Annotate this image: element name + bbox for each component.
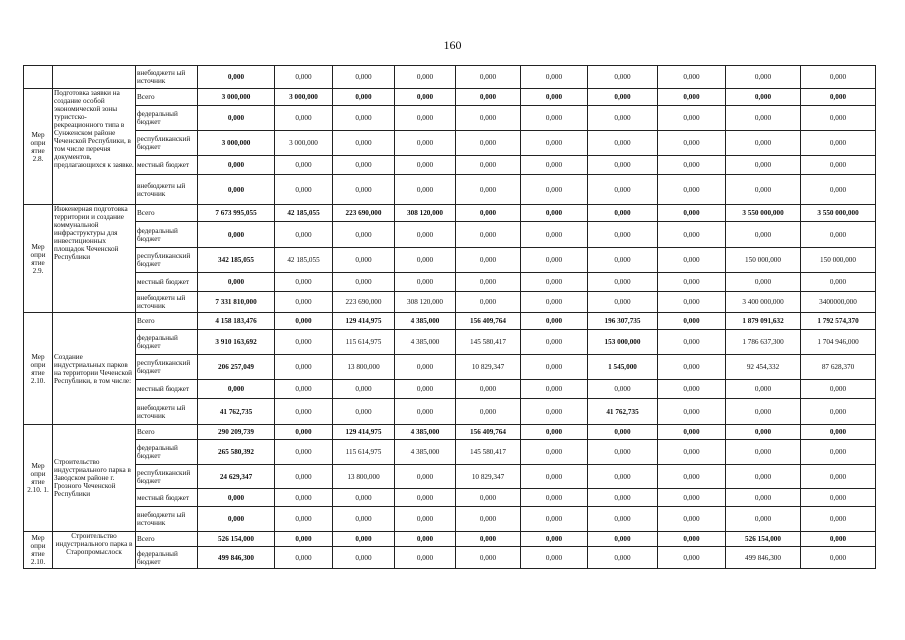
year-amount-cell: 0,000 — [588, 156, 658, 175]
year-amount-cell: 0,000 — [658, 547, 726, 569]
year-amount-cell: 0,000 — [726, 156, 801, 175]
total-amount-cell: 526 154,000 — [198, 532, 275, 547]
year-amount-cell: 150 000,000 — [726, 248, 801, 273]
year-amount-cell: 0,000 — [456, 89, 521, 106]
year-amount-cell: 0,000 — [801, 89, 876, 106]
year-amount-cell: 3 000,000 — [275, 131, 333, 156]
year-amount-cell: 0,000 — [456, 66, 521, 89]
measure-name-cell: Создание индустриальных парков на территории Чеченской Республики, в том числе: — [53, 313, 136, 425]
year-amount-cell: 0,000 — [658, 507, 726, 532]
year-amount-cell: 0,000 — [521, 507, 588, 532]
year-amount-cell: 145 580,417 — [456, 440, 521, 465]
table-row — [24, 489, 876, 507]
measure-name-cell: Подготовка заявки на создание особой экономической зоны туристско-рекреационного типа в Сунженском районе Чеченской Республики, в том числе перечня документов, предлагающихся к заявке. — [53, 89, 136, 205]
year-amount-cell: 308 120,000 — [395, 205, 456, 222]
year-amount-cell: 0,000 — [521, 532, 588, 547]
year-amount-cell: 0,000 — [658, 355, 726, 380]
year-amount-cell: 0,000 — [658, 399, 726, 425]
year-amount-cell: 0,000 — [658, 248, 726, 273]
measure-index-cell: Мер опри ятие 2.9. — [24, 205, 53, 313]
year-amount-cell: 0,000 — [521, 273, 588, 292]
year-amount-cell: 0,000 — [521, 440, 588, 465]
table-row — [24, 156, 876, 175]
year-amount-cell: 0,000 — [275, 66, 333, 89]
year-amount-cell: 0,000 — [275, 489, 333, 507]
year-amount-cell: 42 185,055 — [275, 248, 333, 273]
year-amount-cell: 0,000 — [658, 156, 726, 175]
year-amount-cell: 0,000 — [588, 532, 658, 547]
total-amount-cell: 0,000 — [198, 66, 275, 89]
year-amount-cell: 0,000 — [801, 440, 876, 465]
year-amount-cell: 0,000 — [333, 273, 395, 292]
year-amount-cell: 0,000 — [521, 489, 588, 507]
funding-source-cell: республиканский бюджет — [136, 131, 198, 156]
year-amount-cell: 0,000 — [456, 175, 521, 205]
year-amount-cell: 0,000 — [801, 489, 876, 507]
total-amount-cell: 0,000 — [198, 273, 275, 292]
year-amount-cell: 0,000 — [395, 248, 456, 273]
year-amount-cell: 0,000 — [456, 131, 521, 156]
year-amount-cell: 0,000 — [395, 156, 456, 175]
table-row — [24, 66, 876, 89]
year-amount-cell: 0,000 — [456, 273, 521, 292]
year-amount-cell: 0,000 — [658, 489, 726, 507]
year-amount-cell: 0,000 — [658, 532, 726, 547]
year-amount-cell: 0,000 — [521, 313, 588, 330]
year-amount-cell: 0,000 — [726, 465, 801, 489]
year-amount-cell: 0,000 — [395, 131, 456, 156]
year-amount-cell: 4 385,000 — [395, 330, 456, 355]
year-amount-cell: 0,000 — [588, 440, 658, 465]
year-amount-cell: 0,000 — [588, 292, 658, 313]
year-amount-cell: 0,000 — [658, 380, 726, 399]
year-amount-cell: 3 550 000,000 — [726, 205, 801, 222]
year-amount-cell: 0,000 — [726, 399, 801, 425]
year-amount-cell: 0,000 — [801, 547, 876, 569]
year-amount-cell: 0,000 — [333, 66, 395, 89]
year-amount-cell: 0,000 — [456, 106, 521, 131]
year-amount-cell: 0,000 — [588, 465, 658, 489]
year-amount-cell: 0,000 — [275, 547, 333, 569]
funding-source-cell: республиканский бюджет — [136, 465, 198, 489]
total-amount-cell: 342 185,055 — [198, 248, 275, 273]
funding-source-cell: Всего — [136, 89, 198, 106]
year-amount-cell: 4 385,000 — [395, 313, 456, 330]
table-row — [24, 273, 876, 292]
year-amount-cell: 0,000 — [395, 399, 456, 425]
year-amount-cell: 0,000 — [658, 222, 726, 248]
year-amount-cell: 0,000 — [395, 222, 456, 248]
year-amount-cell: 0,000 — [801, 222, 876, 248]
year-amount-cell: 156 409,764 — [456, 425, 521, 440]
year-amount-cell: 0,000 — [588, 106, 658, 131]
year-amount-cell: 223 690,000 — [333, 205, 395, 222]
year-amount-cell: 0,000 — [275, 507, 333, 532]
total-amount-cell: 41 762,735 — [198, 399, 275, 425]
year-amount-cell: 0,000 — [395, 355, 456, 380]
year-amount-cell: 0,000 — [456, 532, 521, 547]
year-amount-cell: 0,000 — [588, 380, 658, 399]
year-amount-cell: 0,000 — [658, 66, 726, 89]
year-amount-cell: 4 385,000 — [395, 425, 456, 440]
year-amount-cell: 0,000 — [275, 380, 333, 399]
year-amount-cell: 0,000 — [333, 131, 395, 156]
year-amount-cell: 0,000 — [275, 355, 333, 380]
year-amount-cell: 0,000 — [521, 547, 588, 569]
year-amount-cell: 0,000 — [726, 131, 801, 156]
year-amount-cell: 0,000 — [395, 507, 456, 532]
table-row — [24, 330, 876, 355]
year-amount-cell: 0,000 — [658, 313, 726, 330]
funding-source-cell: местный бюджет — [136, 156, 198, 175]
table-row — [24, 465, 876, 489]
year-amount-cell: 0,000 — [333, 532, 395, 547]
year-amount-cell: 0,000 — [521, 106, 588, 131]
year-amount-cell: 0,000 — [658, 106, 726, 131]
year-amount-cell: 0,000 — [395, 532, 456, 547]
year-amount-cell: 0,000 — [588, 425, 658, 440]
year-amount-cell: 0,000 — [658, 175, 726, 205]
year-amount-cell: 0,000 — [658, 425, 726, 440]
funding-source-cell: Всего — [136, 425, 198, 440]
year-amount-cell: 0,000 — [801, 156, 876, 175]
year-amount-cell: 0,000 — [395, 106, 456, 131]
year-amount-cell: 0,000 — [658, 292, 726, 313]
year-amount-cell: 0,000 — [726, 380, 801, 399]
measure-index-cell: Мер опри ятие 2.10. — [24, 313, 53, 425]
year-amount-cell: 0,000 — [658, 205, 726, 222]
year-amount-cell: 0,000 — [801, 507, 876, 532]
year-amount-cell: 0,000 — [521, 222, 588, 248]
year-amount-cell: 13 800,000 — [333, 355, 395, 380]
year-amount-cell: 1 545,000 — [588, 355, 658, 380]
year-amount-cell: 153 000,000 — [588, 330, 658, 355]
year-amount-cell: 0,000 — [521, 131, 588, 156]
year-amount-cell: 196 307,735 — [588, 313, 658, 330]
year-amount-cell: 0,000 — [275, 156, 333, 175]
budget-table-body — [24, 66, 876, 569]
year-amount-cell: 0,000 — [588, 547, 658, 569]
year-amount-cell: 0,000 — [588, 489, 658, 507]
table-row — [24, 313, 876, 330]
year-amount-cell: 0,000 — [395, 66, 456, 89]
funding-source-cell: местный бюджет — [136, 273, 198, 292]
total-amount-cell: 499 846,300 — [198, 547, 275, 569]
year-amount-cell: 0,000 — [333, 222, 395, 248]
year-amount-cell: 0,000 — [333, 489, 395, 507]
year-amount-cell: 0,000 — [658, 330, 726, 355]
year-amount-cell: 0,000 — [333, 106, 395, 131]
measure-name-cell: Инженерная подготовка территории и создание коммунальной инфраструктуры для инвестиционных площадок Чеченской Республики — [53, 205, 136, 313]
measure-index-cell — [24, 66, 53, 89]
year-amount-cell: 10 829,347 — [456, 465, 521, 489]
total-amount-cell: 24 629,347 — [198, 465, 275, 489]
total-amount-cell: 7 673 995,055 — [198, 205, 275, 222]
measure-index-cell: Мер опри ятие 2.10. 1. — [24, 425, 53, 532]
year-amount-cell: 1 786 637,300 — [726, 330, 801, 355]
year-amount-cell: 129 414,975 — [333, 313, 395, 330]
funding-source-cell: внебюджетн ый источник — [136, 507, 198, 532]
funding-source-cell: Всего — [136, 313, 198, 330]
funding-source-cell: местный бюджет — [136, 380, 198, 399]
year-amount-cell: 0,000 — [801, 66, 876, 89]
year-amount-cell: 0,000 — [588, 222, 658, 248]
year-amount-cell: 0,000 — [588, 507, 658, 532]
year-amount-cell: 0,000 — [521, 425, 588, 440]
table-row — [24, 106, 876, 131]
year-amount-cell: 0,000 — [801, 399, 876, 425]
year-amount-cell: 0,000 — [275, 313, 333, 330]
measure-name-cell: Строительство индустриального парка в Старопромыслоск — [53, 532, 136, 569]
year-amount-cell: 0,000 — [456, 399, 521, 425]
year-amount-cell: 115 614,975 — [333, 330, 395, 355]
table-row — [24, 248, 876, 273]
funding-source-cell: федеральный бюджет — [136, 547, 198, 569]
total-amount-cell: 0,000 — [198, 156, 275, 175]
year-amount-cell: 1 879 091,632 — [726, 313, 801, 330]
year-amount-cell: 3 000,000 — [275, 89, 333, 106]
year-amount-cell: 0,000 — [521, 66, 588, 89]
year-amount-cell: 0,000 — [726, 440, 801, 465]
year-amount-cell: 0,000 — [333, 507, 395, 532]
table-row — [24, 399, 876, 425]
year-amount-cell: 0,000 — [456, 156, 521, 175]
total-amount-cell: 290 209,739 — [198, 425, 275, 440]
measure-name-cell: Строительство индустриального парка в Заводском районе г. Грозного Чеченской Республики — [53, 425, 136, 532]
total-amount-cell: 0,000 — [198, 175, 275, 205]
funding-source-cell: федеральный бюджет — [136, 440, 198, 465]
funding-source-cell: республиканский бюджет — [136, 248, 198, 273]
year-amount-cell: 0,000 — [588, 66, 658, 89]
year-amount-cell: 0,000 — [521, 205, 588, 222]
year-amount-cell: 0,000 — [588, 273, 658, 292]
year-amount-cell: 0,000 — [726, 106, 801, 131]
year-amount-cell: 0,000 — [658, 440, 726, 465]
measure-index-cell: Мер опри ятие 2.8. — [24, 89, 53, 205]
year-amount-cell: 0,000 — [275, 292, 333, 313]
year-amount-cell: 0,000 — [521, 380, 588, 399]
year-amount-cell: 0,000 — [456, 248, 521, 273]
year-amount-cell: 0,000 — [333, 380, 395, 399]
year-amount-cell: 3 400 000,000 — [726, 292, 801, 313]
year-amount-cell: 0,000 — [333, 156, 395, 175]
table-row — [24, 222, 876, 248]
year-amount-cell: 0,000 — [333, 175, 395, 205]
year-amount-cell: 10 829,347 — [456, 355, 521, 380]
total-amount-cell: 0,000 — [198, 489, 275, 507]
total-amount-cell: 4 158 183,476 — [198, 313, 275, 330]
year-amount-cell: 0,000 — [801, 131, 876, 156]
year-amount-cell: 4 385,000 — [395, 440, 456, 465]
funding-source-cell: федеральный бюджет — [136, 330, 198, 355]
year-amount-cell: 0,000 — [333, 89, 395, 106]
year-amount-cell: 0,000 — [726, 175, 801, 205]
funding-source-cell: местный бюджет — [136, 489, 198, 507]
table-row — [24, 175, 876, 205]
measure-name-cell — [53, 66, 136, 89]
year-amount-cell: 0,000 — [395, 380, 456, 399]
year-amount-cell: 0,000 — [726, 425, 801, 440]
year-amount-cell: 0,000 — [275, 106, 333, 131]
total-amount-cell: 0,000 — [198, 507, 275, 532]
year-amount-cell: 13 800,000 — [333, 465, 395, 489]
year-amount-cell: 0,000 — [333, 248, 395, 273]
year-amount-cell: 308 120,000 — [395, 292, 456, 313]
table-row — [24, 547, 876, 569]
year-amount-cell: 150 000,000 — [801, 248, 876, 273]
year-amount-cell: 0,000 — [658, 273, 726, 292]
year-amount-cell: 0,000 — [521, 175, 588, 205]
year-amount-cell: 0,000 — [658, 465, 726, 489]
funding-source-cell: федеральный бюджет — [136, 106, 198, 131]
year-amount-cell: 0,000 — [456, 507, 521, 532]
table-row — [24, 440, 876, 465]
year-amount-cell: 0,000 — [456, 292, 521, 313]
table-row — [24, 425, 876, 440]
year-amount-cell: 0,000 — [588, 89, 658, 106]
year-amount-cell: 0,000 — [333, 399, 395, 425]
year-amount-cell: 87 628,370 — [801, 355, 876, 380]
year-amount-cell: 0,000 — [726, 507, 801, 532]
total-amount-cell: 0,000 — [198, 222, 275, 248]
funding-source-cell: внебюджетн ый источник — [136, 399, 198, 425]
year-amount-cell: 0,000 — [588, 248, 658, 273]
year-amount-cell: 0,000 — [801, 175, 876, 205]
year-amount-cell: 0,000 — [456, 222, 521, 248]
funding-source-cell: внебюджетн ый источник — [136, 175, 198, 205]
total-amount-cell: 0,000 — [198, 380, 275, 399]
year-amount-cell: 41 762,735 — [588, 399, 658, 425]
year-amount-cell: 42 185,055 — [275, 205, 333, 222]
year-amount-cell: 0,000 — [726, 66, 801, 89]
year-amount-cell: 0,000 — [801, 106, 876, 131]
funding-source-cell: республиканский бюджет — [136, 355, 198, 380]
table-row — [24, 355, 876, 380]
table-row — [24, 89, 876, 106]
year-amount-cell: 0,000 — [456, 489, 521, 507]
year-amount-cell: 0,000 — [521, 465, 588, 489]
total-amount-cell: 265 580,392 — [198, 440, 275, 465]
year-amount-cell: 0,000 — [801, 465, 876, 489]
total-amount-cell: 206 257,049 — [198, 355, 275, 380]
year-amount-cell: 0,000 — [395, 547, 456, 569]
year-amount-cell: 0,000 — [395, 273, 456, 292]
year-amount-cell: 0,000 — [801, 380, 876, 399]
year-amount-cell: 0,000 — [456, 205, 521, 222]
year-amount-cell: 0,000 — [456, 547, 521, 569]
table-row — [24, 532, 876, 547]
year-amount-cell: 0,000 — [456, 380, 521, 399]
page-number: 160 — [443, 38, 462, 52]
year-amount-cell: 0,000 — [275, 440, 333, 465]
year-amount-cell: 0,000 — [395, 465, 456, 489]
year-amount-cell: 0,000 — [395, 175, 456, 205]
table-row — [24, 131, 876, 156]
funding-source-cell: Всего — [136, 205, 198, 222]
year-amount-cell: 0,000 — [275, 465, 333, 489]
year-amount-cell: 145 580,417 — [456, 330, 521, 355]
table-row — [24, 507, 876, 532]
year-amount-cell: 1 792 574,370 — [801, 313, 876, 330]
year-amount-cell: 129 414,975 — [333, 425, 395, 440]
year-amount-cell: 0,000 — [275, 425, 333, 440]
year-amount-cell: 0,000 — [521, 248, 588, 273]
year-amount-cell: 223 690,000 — [333, 292, 395, 313]
total-amount-cell: 0,000 — [198, 106, 275, 131]
year-amount-cell: 0,000 — [801, 532, 876, 547]
funding-source-cell: внебюджетн ый источник — [136, 66, 198, 89]
budget-table — [23, 65, 876, 569]
year-amount-cell: 0,000 — [521, 292, 588, 313]
year-amount-cell: 0,000 — [588, 205, 658, 222]
year-amount-cell: 0,000 — [333, 547, 395, 569]
year-amount-cell: 0,000 — [395, 489, 456, 507]
year-amount-cell: 0,000 — [521, 330, 588, 355]
year-amount-cell: 115 614,975 — [333, 440, 395, 465]
year-amount-cell: 1 704 946,000 — [801, 330, 876, 355]
year-amount-cell: 0,000 — [521, 399, 588, 425]
year-amount-cell: 0,000 — [521, 355, 588, 380]
year-amount-cell: 499 846,300 — [726, 547, 801, 569]
year-amount-cell: 92 454,332 — [726, 355, 801, 380]
total-amount-cell: 7 331 810,000 — [198, 292, 275, 313]
year-amount-cell: 0,000 — [658, 89, 726, 106]
year-amount-cell: 0,000 — [726, 273, 801, 292]
year-amount-cell: 156 409,764 — [456, 313, 521, 330]
year-amount-cell: 0,000 — [275, 273, 333, 292]
year-amount-cell: 0,000 — [726, 489, 801, 507]
year-amount-cell: 3400000,000 — [801, 292, 876, 313]
year-amount-cell: 0,000 — [275, 399, 333, 425]
year-amount-cell: 0,000 — [726, 89, 801, 106]
year-amount-cell: 0,000 — [658, 131, 726, 156]
funding-source-cell: федеральный бюджет — [136, 222, 198, 248]
year-amount-cell: 0,000 — [275, 222, 333, 248]
year-amount-cell: 0,000 — [726, 222, 801, 248]
year-amount-cell: 526 154,000 — [726, 532, 801, 547]
total-amount-cell: 3 910 163,692 — [198, 330, 275, 355]
table-row — [24, 292, 876, 313]
total-amount-cell: 3 000,000 — [198, 131, 275, 156]
year-amount-cell: 0,000 — [801, 273, 876, 292]
measure-index-cell: Мер опри ятие 2.10. — [24, 532, 53, 569]
year-amount-cell: 0,000 — [801, 425, 876, 440]
total-amount-cell: 3 000,000 — [198, 89, 275, 106]
year-amount-cell: 0,000 — [275, 532, 333, 547]
year-amount-cell: 3 550 000,000 — [801, 205, 876, 222]
year-amount-cell: 0,000 — [588, 131, 658, 156]
table-row — [24, 205, 876, 222]
year-amount-cell: 0,000 — [275, 330, 333, 355]
year-amount-cell: 0,000 — [275, 175, 333, 205]
year-amount-cell: 0,000 — [521, 89, 588, 106]
funding-source-cell: внебюджетн ый источник — [136, 292, 198, 313]
year-amount-cell: 0,000 — [588, 175, 658, 205]
year-amount-cell: 0,000 — [521, 156, 588, 175]
funding-source-cell: Всего — [136, 532, 198, 547]
year-amount-cell: 0,000 — [395, 89, 456, 106]
table-row — [24, 380, 876, 399]
